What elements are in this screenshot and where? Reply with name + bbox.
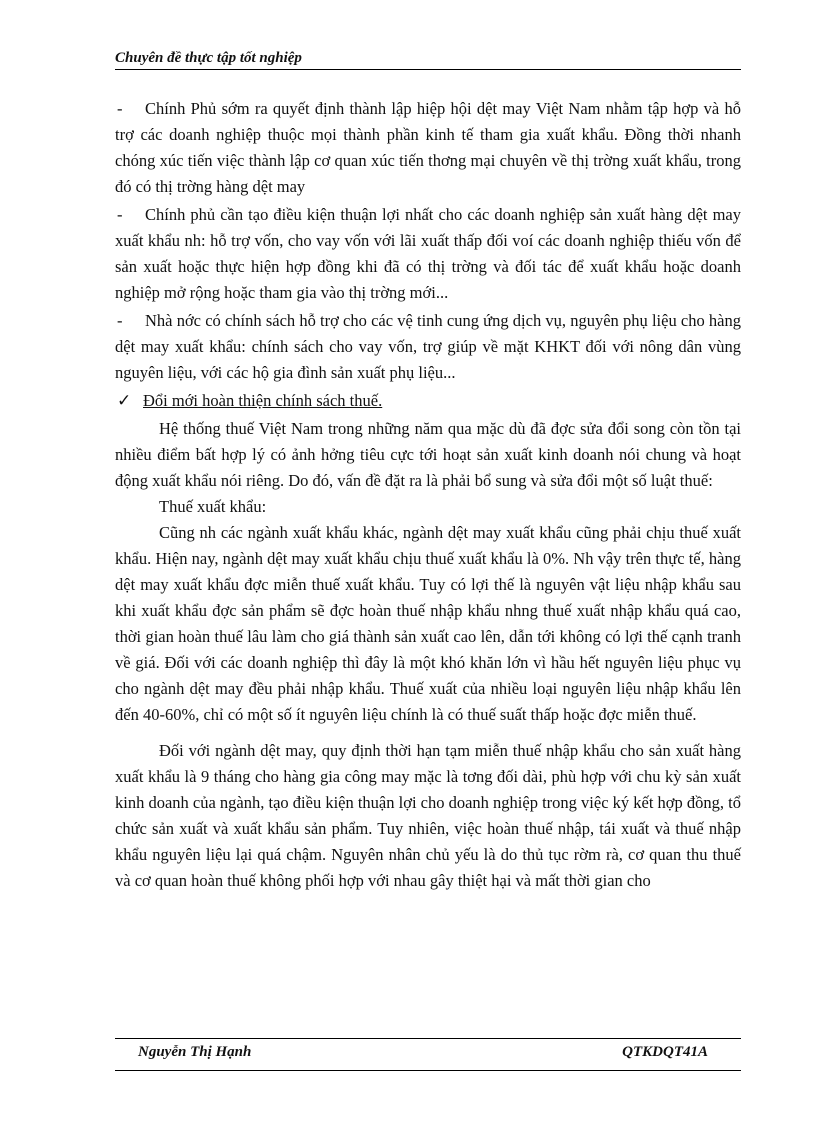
bullet-item (115, 308, 741, 386)
footer-class: QTKDQT41A (622, 1044, 708, 1060)
paragraph: Đối với ngành dệt may, quy định thời hạn tạm miễn thuế nhập khẩu cho sản xuất hàng xuất khẩu là 9 tháng cho hàng gia công may mặc là tơng đối dài, phù hợp với chu kỳ sản xuất kinh doanh của ngành, tạo điều kiện thuận lợi cho doanh nghiệp trong việc ký kết hợp đồng, tổ chức sản xuất và xuất khẩu sản phẩm. Tuy nhiên, việc hoàn thuế nhập, tái xuất và thuế nhập khẩu nguyên liệu lại quá chậm. Nguyên nhân chủ yếu là do thủ tục rờm rà, cơ quan thu thuế và cơ quan hoàn thuế không phối hợp với nhau gây thiệt hại và mất thời gian cho (115, 741, 741, 890)
bullet-text: Chính Phủ sớm ra quyết định thành lập hiệp hội dệt may Việt Nam nhằm tập hợp và hỗ trợ các doanh nghiệp thuộc mọi thành phần kinh tế tham gia xuất khẩu. Đồng thời nhanh chóng xúc tiến việc thành lập cơ quan xúc tiến thơng mại chuyên về thị trờng xuất khẩu, trong đó có thị trờng hàng dệt may (115, 99, 741, 196)
document-body (115, 96, 741, 894)
bullet-text: Nhà nớc có chính sách hỗ trợ cho các vệ tinh cung ứng dịch vụ, nguyên phụ liệu cho hàng dệt may xuất khẩu: chính sách cho vay vốn, trợ giúp về mặt KHKT đối với nông dân vùng nguyên liệu, với các hộ gia đình sản xuất phụ liệu... (115, 311, 741, 382)
section-heading (115, 388, 741, 414)
page-footer (138, 1044, 708, 1061)
paragraph: Thuế xuất khẩu: (159, 497, 267, 516)
bullet-item (115, 202, 741, 306)
footer-bottom-divider (115, 1070, 741, 1071)
bullet-marker: - (117, 99, 123, 118)
bullet-marker: - (117, 205, 123, 224)
paragraph: Cũng nh các ngành xuất khẩu khác, ngành dệt may xuất khẩu cũng phải chịu thuế xuất khẩu. Hiện nay, ngành dệt may xuất khẩu chịu thuế xuất khẩu là 0%. Nh vậy trên thực tế, hàng dệt may xuất khẩu đợc miễn thuế xuất khẩu. Tuy có lợi thế là nguyên vật liệu nhập khẩu sau khi xuất khẩu đợc sản phẩm sẽ đợc hoàn thuế nhập khẩu nhng thuế xuất nhập khẩu quá cao, thời gian hoàn thuế lâu làm cho giá thành sản xuất cao lên, dẫn tới không có lợi thế cạnh tranh về giá. Đối với các doanh nghiệp thì đây là một khó khăn lớn vì hầu hết nguyên liệu phục vụ cho ngành dệt may đều phải nhập khẩu. Thuế xuất của nhiều loại nguyên liệu nhập khẩu lên đến 40-60%, chỉ có một số ít nguyên liệu chính là có thuế suất thấp hoặc đợc miễn thuế. (115, 523, 741, 724)
header-title: Chuyên đề thực tập tốt nghiệp (115, 50, 302, 66)
footer-divider (115, 1038, 741, 1039)
footer-author: Nguyễn Thị Hạnh (138, 1044, 252, 1060)
page-header (115, 50, 741, 70)
bullet-text: Chính phủ cần tạo điều kiện thuận lợi nhất cho các doanh nghiệp sản xuất hàng dệt may xuất khẩu nh: hỗ trợ vốn, cho vay vốn với lãi xuất thấp đối voí các doanh nghiệp thiếu vốn để sản xuất hoặc thực hiện hợp đồng khi đã có thị trờng và đối tác để xuất khẩu hoặc doanh nghiệp mở rộng hoặc tham gia vào thị trờng mới... (115, 205, 741, 302)
paragraph: Hệ thống thuế Việt Nam trong những năm qua mặc dù đã đợc sửa đổi song còn tồn tại nhiều điểm bất hợp lý có ảnh hởng tiêu cực tới hoạt sản xuất kinh doanh nói chung và hoạt động xuất khẩu nói riêng. Do đó, vấn đề đặt ra là phải bổ sung và sửa đổi một số luật thuế: (115, 419, 741, 490)
section-title: Đổi mới hoàn thiện chính sách thuế. (143, 391, 383, 410)
bullet-item (115, 96, 741, 200)
bullet-marker: - (117, 311, 123, 330)
checkmark-icon: ✓ (117, 391, 132, 410)
